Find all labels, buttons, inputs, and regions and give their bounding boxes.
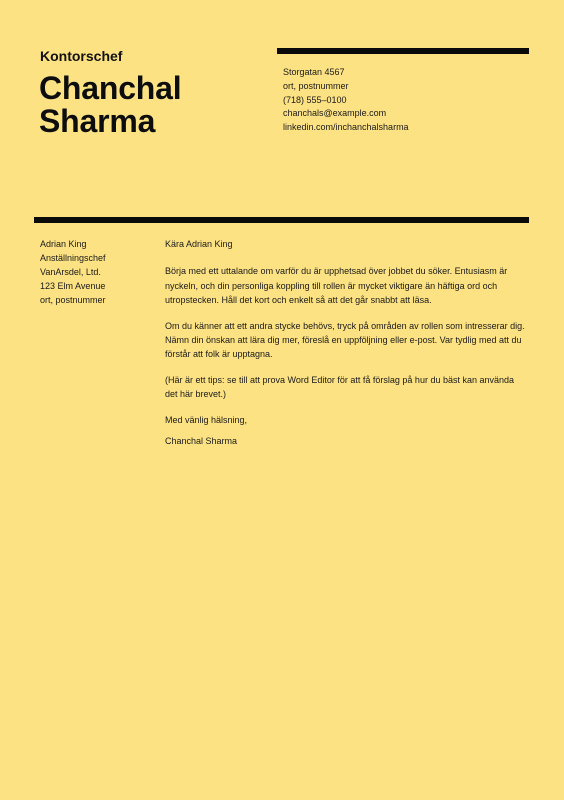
letter-paragraph: Om du känner att ett andra stycke behövs, tryck på områden av rollen som intresserar dig. Nämn din önskan att lära dig mer, föreslå en uppföljning eller e-post. Var tydlig med att du förstår att folk är upptagna. xyxy=(165,320,525,360)
contact-email: chanchals@example.com xyxy=(283,108,387,119)
letter-salutation: Kära Adrian King xyxy=(165,239,233,249)
recipient-block xyxy=(40,237,106,307)
contact-street: Storgatan 4567 xyxy=(283,67,345,77)
job-title: Kontorschef xyxy=(40,48,123,64)
contact-phone: (718) 555–0100 xyxy=(283,94,347,105)
applicant-name xyxy=(39,72,181,138)
letter-closing: Med vänlig hälsning, xyxy=(165,414,248,425)
contact-city: ort, postnummer xyxy=(283,80,349,91)
applicant-last-name: Sharma xyxy=(39,103,156,139)
letter-paragraph: (Här är ett tips: se till att prova Word Editor för att få förslag på hur du bäst kan använda det här brevet.) xyxy=(165,374,515,400)
recipient-title: Anställningschef xyxy=(40,253,106,263)
contact-block xyxy=(283,66,409,135)
section-divider-rule xyxy=(34,217,529,223)
recipient-name: Adrian King xyxy=(40,239,87,249)
contact-linkedin: linkedin.com/inchanchalsharma xyxy=(283,122,409,133)
applicant-first-name: Chanchal xyxy=(39,70,182,106)
letter-body xyxy=(165,237,527,459)
recipient-street: 123 Elm Avenue xyxy=(40,281,106,291)
recipient-company: VanArsdel, Ltd. xyxy=(40,267,101,277)
header-divider-rule xyxy=(277,48,529,54)
letter-paragraph: Börja med ett uttalande om varför du är upphetsad över jobbet du söker. Entusiasm är nyckeln, och din personliga koppling till rollen är mycket viktigare än häftiga ord och utropstecken. Håll det kort och enkelt så att det går snabbt att läsa. xyxy=(165,266,508,306)
letter-signature: Chanchal Sharma xyxy=(165,436,238,447)
recipient-city: ort, postnummer xyxy=(40,295,106,305)
